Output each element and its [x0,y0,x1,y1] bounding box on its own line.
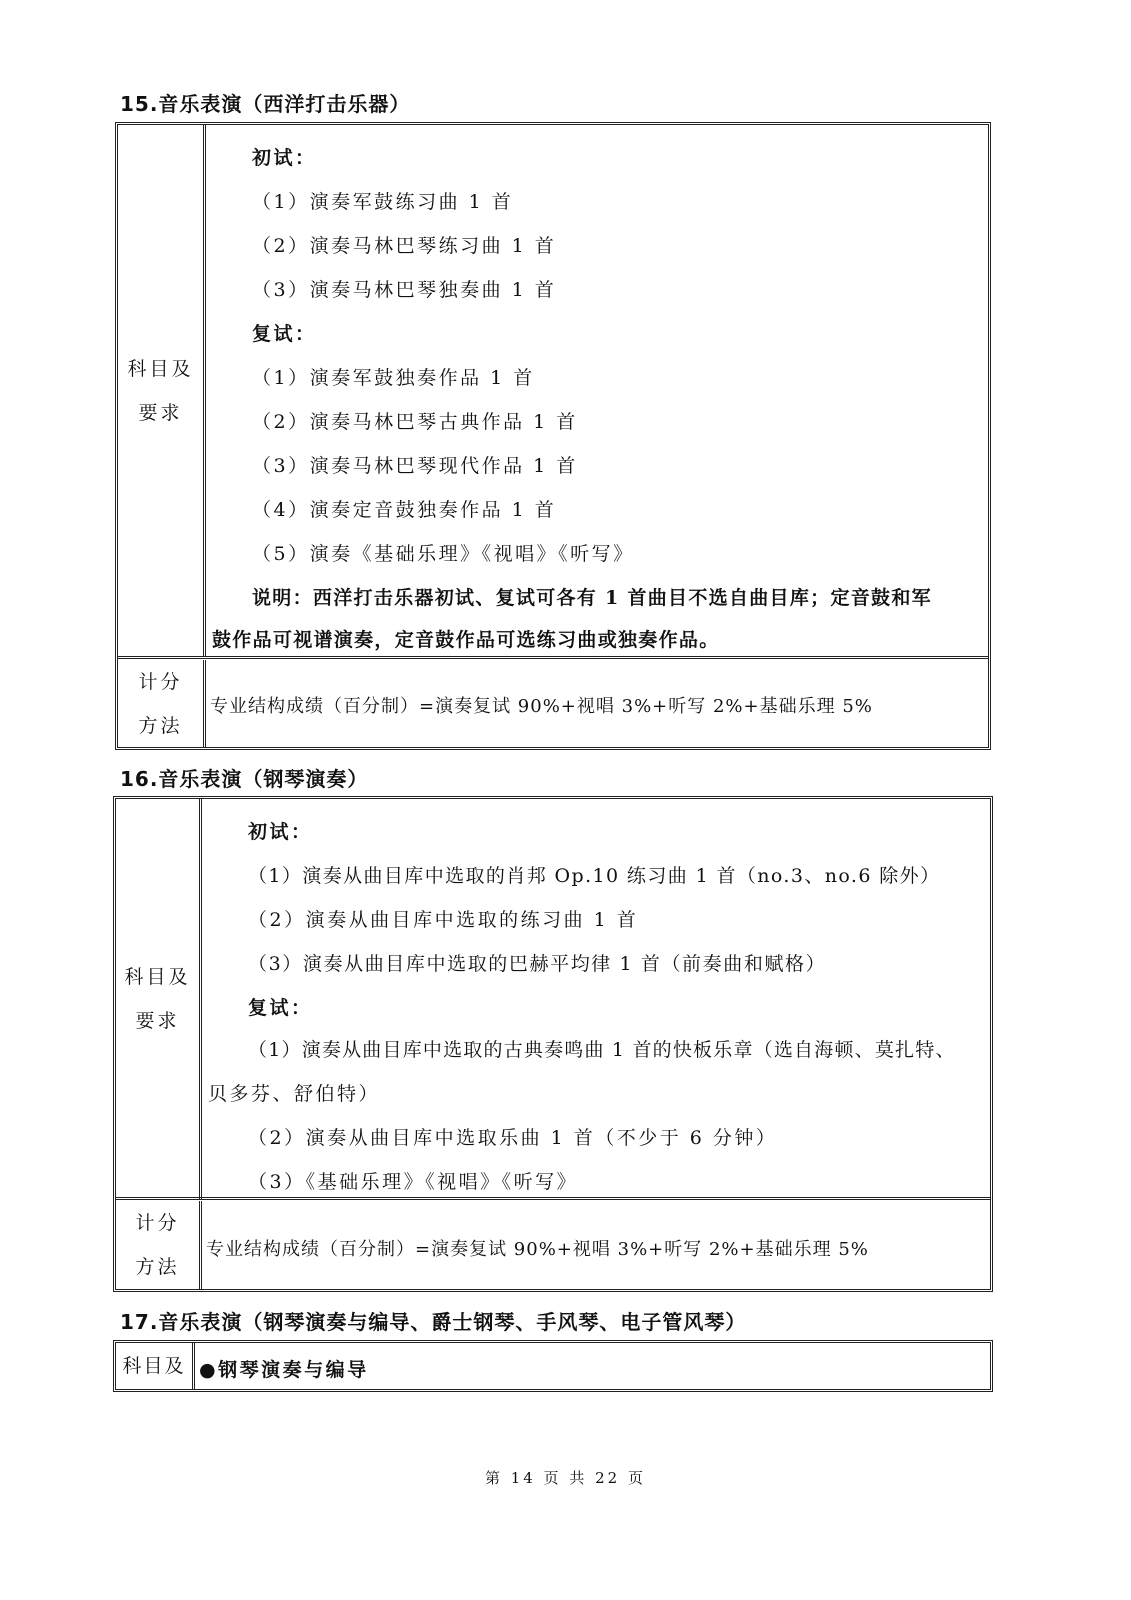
subject-label-line-1: 科目及 [122,1355,186,1377]
score-label [118,660,206,747]
score-label-line-1: 计分 [135,1212,180,1234]
content-line: （3）《基础乐理》《视唱》《听写》 [248,1171,579,1193]
row-divider [116,1197,990,1200]
score-row [116,1201,990,1289]
content-line: （3）演奏马林巴琴现代作品 1 首 [252,455,578,477]
section-17-table [113,1340,993,1392]
subject-label [116,1343,195,1389]
content-line: （2）演奏马林巴琴练习曲 1 首 [252,235,557,257]
page-footer: 第 14 页 共 22 页 [484,1469,646,1487]
subject-content [206,125,988,656]
score-content [202,1201,990,1289]
subject-row [118,125,988,656]
content-line: （5）演奏《基础乐理》《视唱》《听写》 [252,543,635,565]
content-line: （2）演奏马林巴琴古典作品 1 首 [252,411,578,433]
score-formula: 专业结构成绩（百分制）=演奏复试 90%+视唱 3%+听写 2%+基础乐理 5% [206,1239,869,1260]
section-16-heading: 16.音乐表演（钢琴演奏） [120,767,369,791]
content-line: 复试： [252,323,317,345]
subject-row [116,1343,990,1389]
section-16-table [113,796,993,1292]
content-line: 初试： [252,147,317,169]
subject-label [116,799,202,1199]
score-label-line-2: 方法 [138,714,183,737]
content-line: （1）演奏从曲目库中选取的肖邦 Op.10 练习曲 1 首（no.3、no.6 除外） [248,865,941,887]
section-17-heading: 17.音乐表演（钢琴演奏与编导、爵士钢琴、手风琴、电子管风琴） [120,1310,747,1334]
subject-label-line-1: 科目及 [127,357,194,380]
subject-label [118,125,206,656]
subject-content [202,799,990,1199]
content-line: （2）演奏从曲目库中选取乐曲 1 首（不少于 6 分钟） [248,1127,778,1149]
section-15-heading: 15.音乐表演（西洋打击乐器） [120,92,411,116]
score-formula: 专业结构成绩（百分制）=演奏复试 90%+视唱 3%+听写 2%+基础乐理 5% [210,696,873,717]
content-line: （1）演奏军鼓独奏作品 1 首 [252,367,535,389]
content-line: （4）演奏定音鼓独奏作品 1 首 [252,499,557,521]
score-content [206,660,988,747]
section-15-table [115,122,991,750]
content-line: 初试： [248,821,313,843]
score-row [118,660,988,747]
content-line: （2）演奏从曲目库中选取的练习曲 1 首 [248,909,639,931]
subject-row [116,799,990,1199]
content-line: （1）演奏从曲目库中选取的古典奏鸣曲 1 首的快板乐章（选自海顿、莫扎特、 [248,1039,956,1061]
content-line: （3）演奏马林巴琴独奏曲 1 首 [252,279,557,301]
bullet-item: ●钢琴演奏与编导 [199,1359,369,1381]
score-label-line-1: 计分 [138,670,183,693]
subject-label-line-2: 要求 [135,1010,180,1032]
note-line: 鼓作品可视谱演奏，定音鼓作品可选练习曲或独奏作品。 [212,629,720,651]
content-line: 贝多芬、舒伯特） [208,1083,381,1105]
row-divider [118,656,988,659]
content-line: （3）演奏从曲目库中选取的巴赫平均律 1 首（前奏曲和赋格） [248,953,827,975]
note-line: 说明：西洋打击乐器初试、复试可各有 1 首曲目不选自曲目库；定音鼓和军 [252,587,932,609]
score-label [116,1201,202,1289]
score-label-line-2: 方法 [135,1256,180,1278]
content-line: 复试： [248,997,313,1019]
subject-label-line-1: 科目及 [124,966,191,988]
content-line: （1）演奏军鼓练习曲 1 首 [252,191,514,213]
subject-content [195,1343,990,1389]
subject-label-line-2: 要求 [138,401,183,424]
